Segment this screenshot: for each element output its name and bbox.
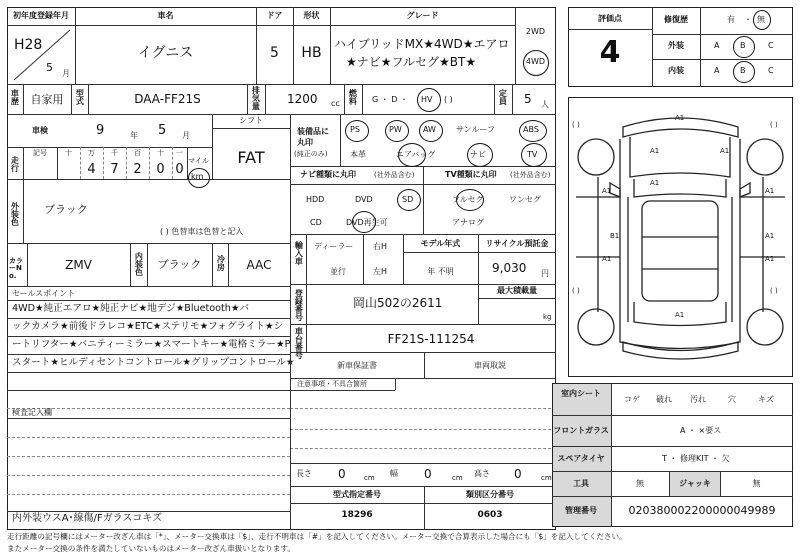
diagram-label-7: A1: [602, 255, 612, 263]
car-diagram: [568, 97, 793, 377]
first-reg-era: H28: [14, 37, 43, 53]
shape-label: 形状: [303, 11, 320, 20]
diagram-label-1: A1: [675, 114, 685, 122]
sales-point-line: ックカメラ★前後ドラレコ★ETC★ステリモ★フォグライト★シ: [12, 321, 284, 332]
import-parallel: 並行: [330, 267, 346, 276]
footer-line1: 走行距離の記号欄にはメーター改ざん車は「*」、メーター交換車は「$」、走行不明車は「#」を記入してください。メーター交換で合算表示した場合にも「$」を記入してください。: [7, 532, 627, 541]
capacity-unit: 人: [541, 100, 549, 109]
import-dealer: ディーラー: [314, 242, 354, 251]
height-label: 高さ: [474, 469, 490, 478]
fuel-value: HV: [421, 95, 433, 104]
frame-value: FF21S-111254: [387, 332, 475, 346]
equip-navi: ナビ: [470, 150, 486, 159]
equip-tv: TV: [527, 150, 538, 159]
class-label: 類別区分番号: [466, 490, 514, 499]
car-name: イグニス: [137, 45, 194, 61]
length-label: 長さ: [296, 469, 312, 478]
score-label: 評価点: [598, 14, 622, 23]
mileage-unit: km: [191, 172, 204, 181]
interior-b: B: [740, 66, 746, 75]
glass-options: A ・ ×要ス: [680, 426, 722, 435]
spare-options: T ・ 修理KIT ・ 欠: [662, 454, 730, 463]
sales-point-line: スタート★ヒルディセントコントロール★グリップコントロール★: [12, 357, 295, 368]
displacement-unit: cc: [331, 99, 340, 108]
mgmt-label: 管理番号: [565, 506, 597, 515]
mileage-digit-label: 千: [111, 149, 118, 157]
type-cert-label: 型式指定番号: [333, 490, 381, 499]
repair-no: 無: [757, 15, 765, 24]
sales-point-line: ートリフター★バニティーミラー★スマートキー★電格ミラー★P: [12, 339, 291, 350]
month-unit: 月: [62, 69, 70, 78]
footer-line2: またメーター交換の条件を満たしていないものはメーター改ざん車扱いとなります。: [7, 544, 295, 553]
shift-label: シフト: [239, 116, 263, 125]
diagram-label-6: B1: [610, 232, 620, 240]
import-left: 左H: [373, 267, 388, 276]
model-year-value: 年 不明: [427, 267, 454, 276]
interior-c: C: [768, 66, 774, 75]
warranty-label: 新車保証書: [337, 361, 377, 370]
sales-point-line: 4WD★純正エアロ★純正ナビ★地デジ★Bluetooth★バ: [12, 303, 250, 314]
inspection-note: 内外装ウスA･線傷/Fガラスコキズ: [12, 513, 163, 524]
import-label: 輸入車: [294, 241, 304, 265]
mileage-digit: 4: [87, 162, 96, 177]
fuel-label: 燃料: [348, 89, 358, 105]
seat-opt-2: 破れ: [656, 395, 672, 404]
interior-label: 内装色: [134, 252, 144, 276]
mileage-digit: 2: [133, 162, 142, 177]
recycle-label: リサイクル預託金: [485, 239, 549, 248]
equip-ps: PS: [350, 125, 360, 134]
mileage-digit: 0: [156, 162, 165, 177]
diagram-paren-4: ( ): [770, 287, 778, 295]
equip-leather: 本革: [350, 150, 366, 159]
tv-oneseg: ワンセグ: [509, 195, 541, 204]
color-no-label: カラーNo.: [9, 257, 23, 280]
tv-title: TV種類に丸印: [445, 170, 497, 179]
tools-label: 工具: [573, 479, 589, 488]
equip-sunroof: サンルーフ: [456, 125, 495, 134]
spare-label: スペアタイヤ: [557, 454, 605, 463]
max-load-unit: kg: [543, 313, 552, 321]
equip-pw: PW: [389, 125, 402, 134]
capacity-label: 定員: [498, 89, 508, 105]
nav-dvd-play: DVD再生可: [346, 218, 388, 227]
jack-value: 無: [752, 479, 761, 488]
grade-label: グレード: [406, 11, 439, 20]
height-cm: cm: [541, 474, 552, 482]
mileage-digit: 7: [110, 162, 119, 177]
capacity-value: 5: [524, 92, 532, 106]
nav-sd: SD: [402, 195, 414, 204]
seat-label: 室内シート: [561, 389, 601, 398]
shaken-year: 9: [96, 123, 105, 138]
diagram-label-3: A1: [720, 147, 730, 155]
shaken-month: 5: [158, 123, 167, 138]
color-value: ブラック: [44, 203, 88, 216]
mileage-digit-label: 一: [176, 149, 183, 157]
mgmt-value: 020380002200000049989: [628, 504, 776, 517]
diagram-label-4: A1: [602, 187, 612, 195]
diagram-paren-2: ( ): [770, 121, 778, 129]
nav-hdd: HDD: [306, 195, 325, 204]
class-value: 0603: [477, 510, 503, 520]
mileage-kigo: 記号: [33, 149, 47, 157]
length-value: 0: [338, 467, 346, 481]
equipment-label-3: (純正のみ): [294, 150, 328, 158]
recycle-value: 9,030: [492, 261, 527, 275]
seat-opt-1: コゲ: [624, 395, 640, 404]
diagram-label-10: A1: [675, 311, 685, 319]
shift-value: FAT: [237, 148, 265, 167]
mileage-digit-label: 万: [88, 149, 95, 157]
seat-opt-3: 汚れ: [690, 395, 706, 404]
recycle-unit: 円: [541, 269, 549, 278]
displacement-label: 排気量: [251, 86, 261, 110]
fuel-options: G ・ D ・: [372, 95, 408, 104]
model-value: DAA-FF21S: [134, 92, 201, 106]
mileage-digit-label: 十: [157, 149, 164, 157]
ac-value: AAC: [246, 258, 272, 272]
height-value: 0: [514, 467, 522, 481]
tv-analog: アナログ: [452, 218, 484, 227]
registration-label: 登録番号: [294, 289, 304, 321]
max-load-label: 最大積載量: [497, 286, 537, 295]
diagram-label-2: A1: [650, 147, 660, 155]
grade-line1: ハイブリッドMX★4WD★エアロ: [334, 37, 510, 51]
diagram-paren-1: ( ): [572, 121, 580, 129]
seat-opt-5: キズ: [758, 395, 774, 404]
jack-label: ジャッキ: [679, 479, 711, 488]
type-cert-value: 18296: [341, 510, 373, 520]
width-value: 0: [424, 467, 432, 481]
length-cm: cm: [364, 474, 375, 482]
interior-a: A: [714, 66, 720, 75]
color-label: 外装色: [10, 202, 20, 226]
usage-label: 車歴: [10, 89, 20, 105]
exterior-b: B: [740, 41, 746, 50]
diagram-label-8: A1: [765, 232, 775, 240]
displacement-value: 1200: [287, 92, 318, 106]
diagram-paren-3: ( ): [572, 287, 580, 295]
nav-note: (社外品含む): [374, 171, 415, 179]
color-no: ZMV: [65, 258, 92, 272]
equipment-label-2: 丸印: [297, 138, 313, 147]
mileage-label: 走行: [10, 156, 20, 172]
equip-aw: AW: [423, 125, 436, 134]
diagram-label-5: A1: [765, 187, 775, 195]
sales-points-label: セールスポイント: [12, 289, 76, 298]
glass-label: フロントガラス: [553, 426, 609, 435]
usage-value: 自家用: [30, 93, 64, 106]
nav-title: ナビ種類に丸印: [300, 170, 356, 179]
score-value: 4: [599, 35, 621, 70]
color-change-note: ( ) 色替車は色替と記入: [160, 227, 244, 236]
repair-dot: ・: [744, 15, 752, 24]
mileage-digit: 0: [175, 162, 184, 177]
exterior-a: A: [714, 41, 720, 50]
repair-label: 修復歴: [664, 15, 688, 24]
diagram-label-9: A1: [765, 255, 775, 263]
equipment-label-1: 装備品に: [297, 127, 329, 136]
mileage-mile-label: マイル: [188, 157, 209, 165]
nav-cd: CD: [310, 218, 322, 227]
diagram-label-11: A1: [650, 179, 660, 187]
interior-grade-label: 内装: [668, 66, 684, 75]
model-year-label: モデル年式: [420, 239, 461, 248]
drive-4wd: 4WD: [525, 57, 546, 66]
shaken-label: 車検: [32, 126, 48, 135]
manual-label: 車両取説: [474, 361, 506, 370]
mileage-digit-label: 百: [134, 149, 141, 157]
drive-2wd: 2WD: [525, 27, 546, 36]
equip-airbag: エアバッグ: [396, 150, 436, 159]
exterior-c: C: [768, 41, 774, 50]
shaken-year-unit: 年: [130, 131, 138, 140]
import-right: 右H: [373, 242, 388, 251]
frame-label: 車台番号: [294, 327, 304, 359]
ac-label: 冷房: [216, 255, 226, 271]
tv-fullseg: フルセグ: [452, 195, 484, 204]
shaken-month-unit: 月: [182, 131, 190, 140]
door-label: ドア: [266, 11, 283, 20]
repair-yes: 有: [727, 15, 735, 24]
first-reg-label: 初年度登録年月: [13, 11, 69, 20]
tools-value: 無: [636, 479, 644, 488]
interior-value: ブラック: [157, 258, 202, 271]
doors: 5: [270, 45, 279, 61]
width-cm: cm: [452, 474, 463, 482]
car-name-label: 車名: [157, 11, 174, 20]
inspection-note-label: 検査記入欄: [12, 408, 52, 417]
nav-dvd: DVD: [355, 195, 373, 204]
equip-abs: ABS: [523, 125, 539, 134]
width-label: 幅: [390, 469, 398, 478]
tv-note: (社外品含む): [510, 171, 551, 179]
shape: HB: [301, 45, 322, 61]
first-reg-month: 5: [46, 61, 53, 74]
exterior-label: 外装: [668, 41, 684, 50]
caution-label: 注意事項・不具合箇所: [297, 380, 367, 388]
model-label: 型式: [75, 89, 85, 105]
registration-value: 岡山502の2611: [353, 296, 443, 310]
seat-opt-4: 穴: [728, 395, 736, 404]
mileage-digit-label: 十: [65, 149, 72, 157]
grade-line2: ★ナビ★フルセグ★BT★: [346, 55, 477, 69]
fuel-paren: ( ): [444, 95, 453, 104]
